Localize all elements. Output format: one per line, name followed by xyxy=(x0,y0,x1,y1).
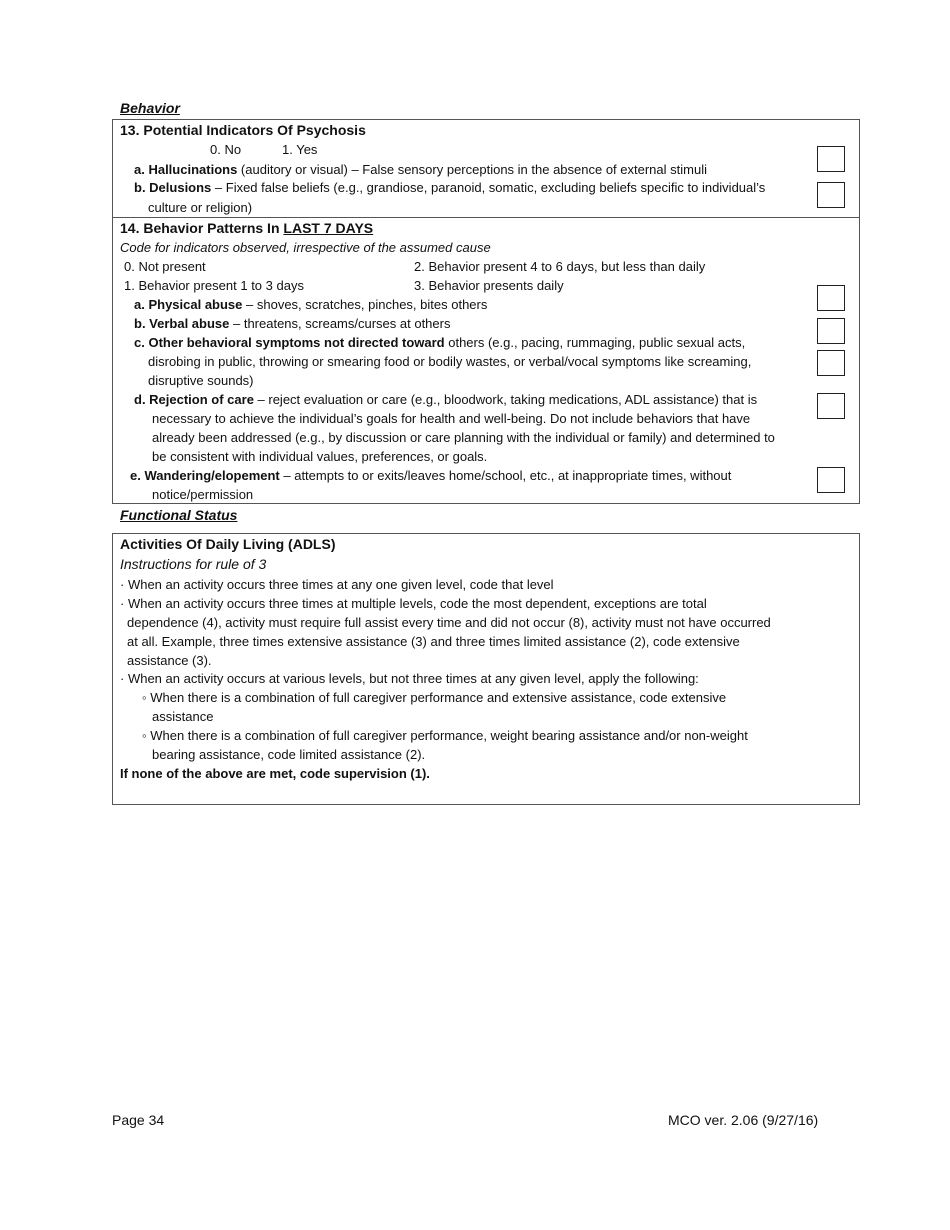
footer-version: MCO ver. 2.06 (9/27/16) xyxy=(668,1112,819,1128)
adl-line-4: at all. Example, three times extensive assistance (3) and three times limited assistance (2), code extensive xyxy=(127,634,740,649)
q14-d-checkbox[interactable] xyxy=(817,393,845,419)
q14-e-text-cont: notice/permission xyxy=(152,487,254,502)
q14-a-item xyxy=(134,297,487,313)
q14-d-text: – reject evaluation or care (e.g., bloodwork, taking medications, ADL assistance) that is xyxy=(253,392,758,407)
q14-e-item xyxy=(130,468,731,484)
q13-option-no: 0. No xyxy=(210,142,242,157)
q14-a-text: – shoves, scratches, pinches, bites others xyxy=(242,297,488,312)
q14-code-3: 3. Behavior presents daily xyxy=(414,278,564,293)
q13-option-yes: 1. Yes xyxy=(282,142,318,157)
q14-a-checkbox[interactable] xyxy=(817,285,845,311)
q14-title-prefix: 14. Behavior Patterns In xyxy=(120,220,284,236)
q14-c-text-cont2: disruptive sounds) xyxy=(148,373,254,388)
q14-a-label: a. Physical abuse xyxy=(134,297,243,312)
q13-a-checkbox[interactable] xyxy=(817,146,845,172)
footer-page-number: Page 34 xyxy=(112,1112,165,1128)
adl-subtitle: Instructions for rule of 3 xyxy=(120,556,267,572)
q13-a-text: (auditory or visual) – False sensory perceptions in the absence of external stimuli xyxy=(237,162,707,177)
behavior-divider xyxy=(112,217,860,218)
q13-b-text-cont: culture or religion) xyxy=(148,200,253,215)
q14-c-label: c. Other behavioral symptoms not directed toward xyxy=(134,335,445,350)
q14-e-checkbox[interactable] xyxy=(817,467,845,493)
q14-c-checkbox[interactable] xyxy=(817,350,845,376)
adl-line-6: · When an activity occurs at various levels, but not three times at any given level, apply the following: xyxy=(120,671,699,686)
adl-box xyxy=(112,533,860,805)
adl-line-9: ◦ When there is a combination of full caregiver performance, weight bearing assistance and/or non-weight xyxy=(142,728,748,743)
q13-b-label: b. Delusions xyxy=(134,180,212,195)
adl-line-1: · When an activity occurs three times at any one given level, code that level xyxy=(120,577,554,592)
q14-instruction-text: Code for indicators observed, irrespective of the assumed cause xyxy=(120,240,491,255)
adl-line-10: bearing assistance, code limited assistance (2). xyxy=(152,747,426,762)
q14-d-text-cont1: necessary to achieve the individual’s goals for health and well-being. Do not include behaviors that have xyxy=(152,411,751,426)
adl-line-2: · When an activity occurs three times at multiple levels, code the most dependent, exceptions are total xyxy=(120,596,707,611)
q14-c-item xyxy=(134,335,745,351)
q14-title-period: LAST 7 DAYS xyxy=(283,220,374,236)
q14-b-label: b. Verbal abuse xyxy=(134,316,230,331)
adl-line-5: assistance (3). xyxy=(127,653,212,668)
adl-line-7: ◦ When there is a combination of full caregiver performance and extensive assistance, code extensive xyxy=(142,690,727,705)
q14-b-item xyxy=(134,316,450,332)
adl-line-8: assistance xyxy=(152,709,214,724)
q13-b-item xyxy=(134,180,765,196)
adl-title: Activities Of Daily Living (ADLS) xyxy=(120,536,336,552)
adl-final-rule: If none of the above are met, code supervision (1). xyxy=(120,766,430,781)
q14-instruction xyxy=(120,240,491,256)
q14-e-text: – attempts to or exits/leaves home/school, etc., at inappropriate times, without xyxy=(279,468,732,483)
q14-d-text-cont3: be consistent with individual values, preferences, or goals. xyxy=(152,449,488,464)
q14-title xyxy=(120,220,373,236)
section-heading-behavior: Behavior xyxy=(120,100,180,116)
q13-b-checkbox[interactable] xyxy=(817,182,845,208)
adl-line-3: dependence (4), activity must require full assist every time and did not occur (8), activity must not have occurred xyxy=(127,615,771,630)
q13-title: 13. Potential Indicators Of Psychosis xyxy=(120,122,366,138)
q14-code-2: 2. Behavior present 4 to 6 days, but less than daily xyxy=(414,259,706,274)
q14-d-item xyxy=(134,392,757,408)
q14-code-1: 1. Behavior present 1 to 3 days xyxy=(124,278,304,293)
q14-d-label: d. Rejection of care xyxy=(134,392,254,407)
section-heading-functional-status: Functional Status xyxy=(120,507,238,523)
q14-b-checkbox[interactable] xyxy=(817,318,845,344)
q14-c-text: others (e.g., pacing, rummaging, public sexual acts, xyxy=(444,335,746,350)
q13-b-text: – Fixed false beliefs (e.g., grandiose, paranoid, somatic, excluding beliefs specific to individual’s xyxy=(211,180,766,195)
q14-code-0: 0. Not present xyxy=(124,259,206,274)
q13-a-item xyxy=(134,162,707,178)
q14-e-label: e. Wandering/elopement xyxy=(130,468,280,483)
q14-c-text-cont1: disrobing in public, throwing or smearing food or bodily wastes, or verbal/vocal symptoms like screaming, xyxy=(148,354,752,369)
q14-d-text-cont2: already been addressed (e.g., by discussion or care planning with the individual or family) and determined to xyxy=(152,430,775,445)
q14-b-text: – threatens, screams/curses at others xyxy=(229,316,451,331)
q13-a-label: a. Hallucinations xyxy=(134,162,238,177)
